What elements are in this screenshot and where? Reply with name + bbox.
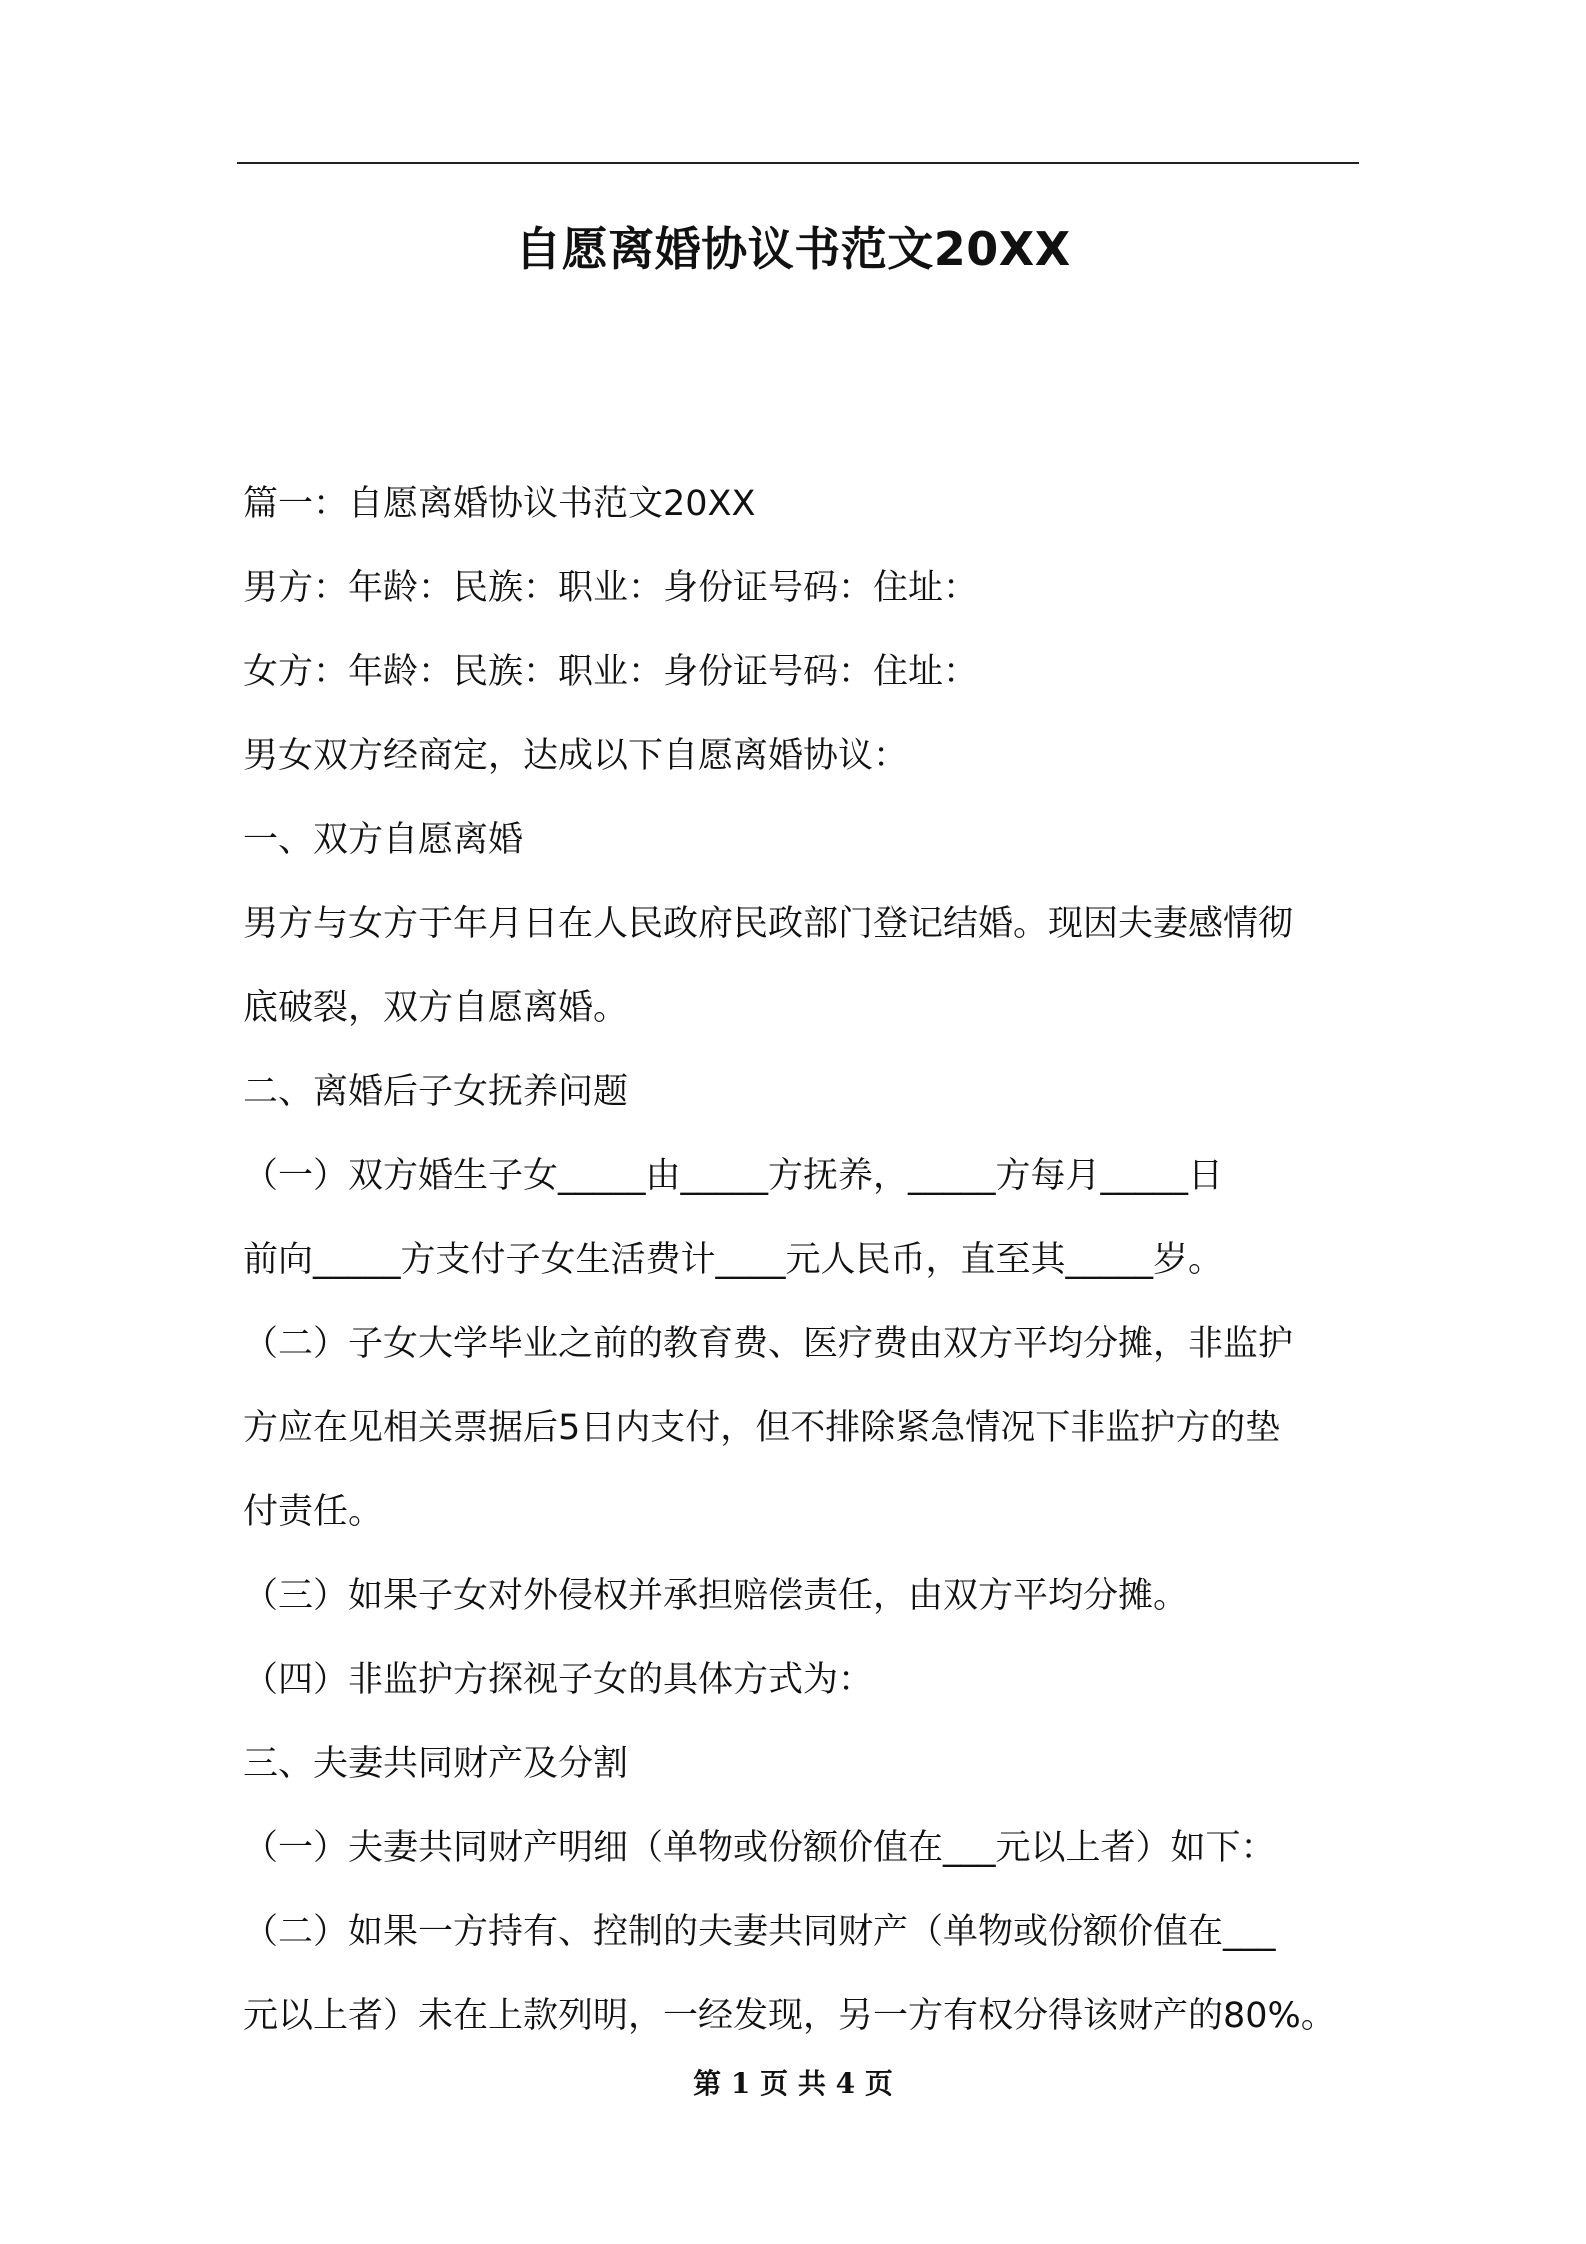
- paragraph-line: 付责任。: [243, 1492, 384, 1532]
- header-rule: [237, 162, 1359, 164]
- paragraph-line: 元以上者）未在上款列明，一经发现，另一方有权分得该财产的80%。: [243, 1996, 1336, 2036]
- paragraph-line: （一）双方婚生子女_____由_____方抚养，_____方每月_____日: [243, 1156, 1224, 1196]
- paragraph-line: （三）如果子女对外侵权并承担赔偿责任，由双方平均分摊。: [243, 1576, 1189, 1616]
- paragraph-line: （二）如果一方持有、控制的夫妻共同财产（单物或份额价值在___: [243, 1912, 1276, 1952]
- paragraph-line: （四）非监护方探视子女的具体方式为：: [243, 1660, 874, 1700]
- clause-heading-2: 二、离婚后子女抚养问题: [243, 1072, 629, 1112]
- female-party-info: 女方：年龄：民族：职业：身份证号码：住址：: [243, 652, 979, 692]
- document-body: [243, 462, 1361, 2058]
- clause-heading-3: 三、夫妻共同财产及分割: [243, 1744, 629, 1784]
- document-title: 自愿离婚协议书范文20XX: [515, 222, 1071, 276]
- male-party-info: 男方：年龄：民族：职业：身份证号码：住址：: [243, 568, 979, 608]
- paragraph-line: （一）夫妻共同财产明细（单物或份额价值在___元以上者）如下：: [243, 1828, 1276, 1868]
- agreement-intro: 男女双方经商定，达成以下自愿离婚协议：: [243, 736, 909, 776]
- paragraph-line: 男方与女方于年月日在人民政府民政部门登记结婚。现因夫妻感情彻: [243, 904, 1294, 944]
- page-number-footer: 第 1 页 共 4 页: [693, 2067, 893, 2100]
- section-heading: 篇一：自愿离婚协议书范文20XX: [243, 484, 756, 524]
- paragraph-line: 底破裂，双方自愿离婚。: [243, 988, 629, 1028]
- clause-heading-1: 一、双方自愿离婚: [243, 820, 524, 860]
- paragraph-line: （二）子女大学毕业之前的教育费、医疗费由双方平均分摊，非监护: [243, 1324, 1294, 1364]
- paragraph-line: 方应在见相关票据后5日内支付，但不排除紧急情况下非监护方的垫: [243, 1408, 1281, 1448]
- paragraph-line: 前向_____方支付子女生活费计____元人民币，直至其_____岁。: [243, 1240, 1224, 1280]
